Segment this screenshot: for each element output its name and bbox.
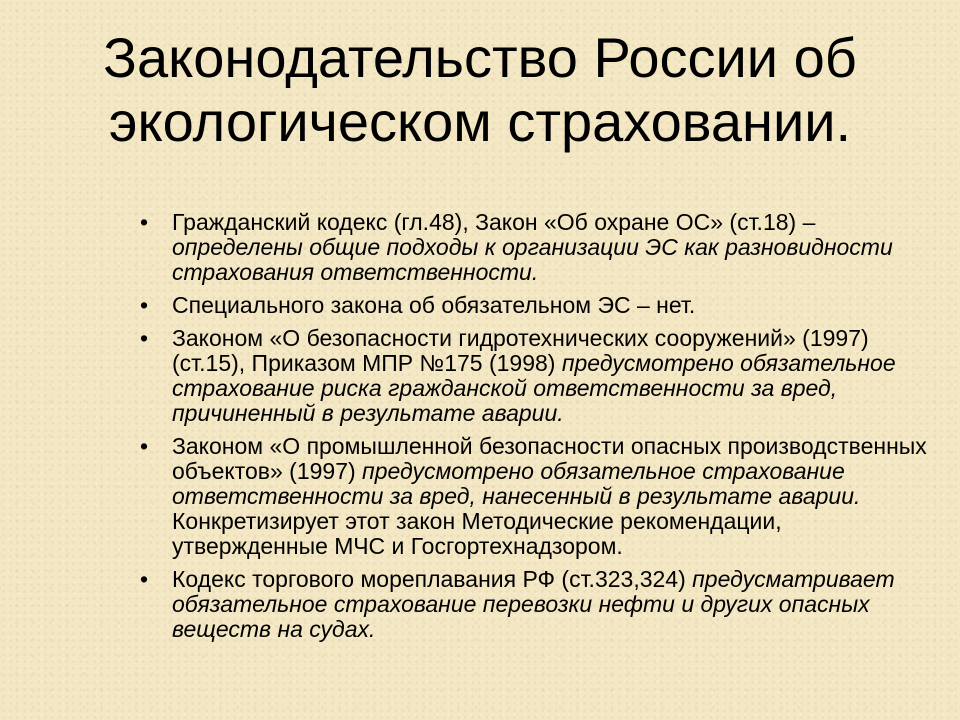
bullet-text: Гражданский кодекс (гл.48), Закон «Об охране ОС» (ст.18) – xyxy=(172,209,816,235)
bullet-emphasis: предусмотрено обязательное страхование риска гражданской ответственности за вред, причиненный в результате аварии. xyxy=(172,350,896,426)
bullet-list xyxy=(128,210,928,650)
bullet-item xyxy=(128,326,928,426)
bullet-item xyxy=(128,293,928,318)
bullet-emphasis: определены общие подходы к организации ЭС как разновидности страхования ответственности. xyxy=(172,234,893,285)
bullet-text: Законом «О безопасности гидротехнических сооружений» (1997) (ст.15), Приказом МПР №175 (1998) xyxy=(172,325,869,376)
bullet-item xyxy=(128,567,928,642)
bullet-marker: • xyxy=(140,292,149,318)
bullet-text-tail: Конкретизирует этот закон Методические рекомендации, утвержденные МЧС и Госгортехнадзором. xyxy=(172,508,782,559)
bullet-marker: • xyxy=(140,433,149,459)
bullet-marker: • xyxy=(140,566,149,592)
bullet-text: Специального закона об обязательном ЭС – нет. xyxy=(172,292,696,318)
bullet-emphasis: предусматривает обязательное страхование перевозки нефти и других опасных веществ на судах. xyxy=(172,566,895,642)
bullet-item xyxy=(128,434,928,559)
bullet-item xyxy=(128,210,928,285)
bullet-marker: • xyxy=(140,325,149,351)
bullet-text: Кодекс торгового мореплавания РФ (ст.323,324) xyxy=(172,566,693,592)
slide-title: Законодательство России об экологическом страховании. xyxy=(103,26,857,153)
bullet-emphasis: предусмотрено обязательное страхование ответственности за вред, нанесенный в результате аварии. xyxy=(172,458,861,509)
bullet-marker: • xyxy=(140,209,149,235)
bullet-text: Законом «О промышленной безопасности опасных производственных объектов» (1997) xyxy=(172,433,927,484)
